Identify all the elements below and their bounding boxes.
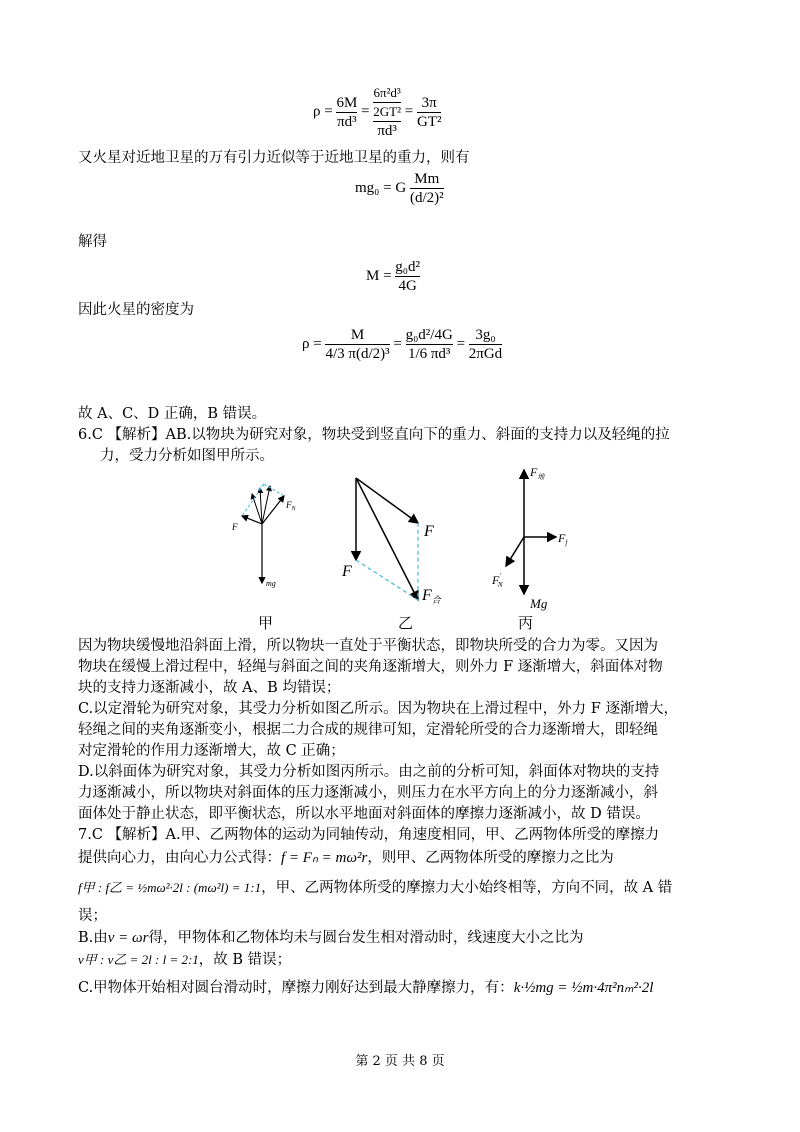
q6b-line-7: D.以斜面体为研究对象，其受力分析如图丙所示。由之前的分析可知，斜面体对物块的支持 [78,764,660,780]
svg-text:F′N: F′ N [492,572,503,589]
q7-line-7: C.甲物体开始相对圆台滑动时，摩擦力刚好达到最大静摩擦力，有：k·½mg = ½m·4π²nₘ²·2l [78,980,654,996]
force-diagram-yi [340,468,450,608]
caption-bing: 丙 [518,614,534,632]
caption-yi: 乙 [398,614,414,632]
q6b-line-1: 因为物块缓慢地沿斜面上滑，所以物块一直处于平衡状态，即物块所受的合力为零。又因为 [78,638,658,654]
q6b-line-5: 轻绳之间的夹角逐渐变小，根据二力合成的规律可知，定滑轮所受的合力逐渐增大，即轻绳 [78,722,658,738]
q6-line-1: 6.C 【解析】AB.以物块为研究对象，物块受到竖直向下的重力、斜面的支持力以及轻绳的拉 [78,427,670,443]
equation-mass: M = $\frac{\text{g₀d²}}{4G}$ [366,259,421,294]
q6b-line-6: 对定滑轮的作用力逐渐增大，故 C 正确； [78,743,345,759]
q6b-line-3: 块的支持力逐渐减小，故 A、B 均错误； [78,680,341,696]
equation-gravity: mg₀ = G $\frac{Mm}{\text{(d/2)²}}$ [355,171,444,206]
svg-text:mg: mg [266,579,276,588]
force-diagram-bing [488,462,578,612]
text-density-intro: 因此火星的密度为 [78,302,194,318]
text-solve: 解得 [78,234,107,250]
svg-text:F合: F合 [422,587,441,605]
svg-text:F地: $F_地$ [530,465,545,481]
svg-text:F: F [342,563,352,580]
q6-line-2: 力，受力分析如图甲所示。 [100,448,274,464]
svg-text:Ff: $F_f$ [558,531,568,547]
q7-line-4: 误； [78,908,107,924]
q7-line-1: 7.C 【解析】A.甲、乙两物体的运动为同轴传动，角速度相同，甲、乙两物体所受的摩擦力 [78,827,660,843]
svg-text:F: F [232,522,238,532]
force-diagram-jia [230,478,320,588]
caption-jia: 甲 [258,614,274,632]
q6b-line-9: 面体处于静止状态，即平衡状态，所以水平地面对斜面体的摩擦力逐渐减小，故 D 错误。 [78,806,650,822]
text-conclusion-5: 故 A、C、D 正确，B 错误。 [78,406,267,422]
q6b-line-4: C.以定滑轮为研究对象，其受力分析如图乙所示。因为物块在上滑过程中，外力 F 逐渐增大， [78,701,678,717]
svg-text:F: F [424,523,434,540]
svg-text:FN: $F_N$ [286,500,296,512]
equation-density-1: ρ = $\frac{6M}{\text{πd³}}$ = $\frac{\frac{\text{6π²d³}}{\text{2GT²}}}{\text{πd³}}$ = $\frac{3\pi}{\text{GT²}}$ [313,85,442,139]
svg-text:Mg: Mg [530,596,548,611]
page-footer: 第 2 页 共 8 页 [355,1054,445,1069]
text-gravity-intro: 又火星对近地卫星的万有引力近似等于近地卫星的重力，则有 [78,150,470,166]
q7-line-3: f甲 : f乙 = ½mω²·2l : (mω²l) = 1:1，甲、乙两物体所受的摩擦力大小始终相等，方向不同，故 A 错 [78,880,673,896]
equation-density-2: ρ = $\frac{M}{\text{4/3 π(d/2)³}}$ = $\frac{\text{g₀d²/4G}}{\text{1/6 πd³}}$ = $\frac{\text{3g₀}}{\text{2πGd}}$ [302,327,503,362]
q6b-line-8: 力逐渐减小，所以物块对斜面体的压力逐渐减小，则压力在水平方向上的分力逐渐减小，斜 [78,785,658,801]
q7-line-6: v甲 : v乙 = 2l : l = 2:1，故 B 错误； [78,952,292,968]
q7-line-2: 提供向心力，由向心力公式得：f = Fₙ = mω²r，则甲、乙两物体所受的摩擦力之比为 [78,850,614,866]
q6b-line-2: 物块在缓慢上滑过程中，轻绳与斜面之间的夹角逐渐增大，则外力 F 逐渐增大，斜面体对物 [78,659,663,675]
q7-line-5: B.由v = ωr得，甲物体和乙物体均未与圆台发生相对滑动时，线速度大小之比为 [78,930,584,946]
